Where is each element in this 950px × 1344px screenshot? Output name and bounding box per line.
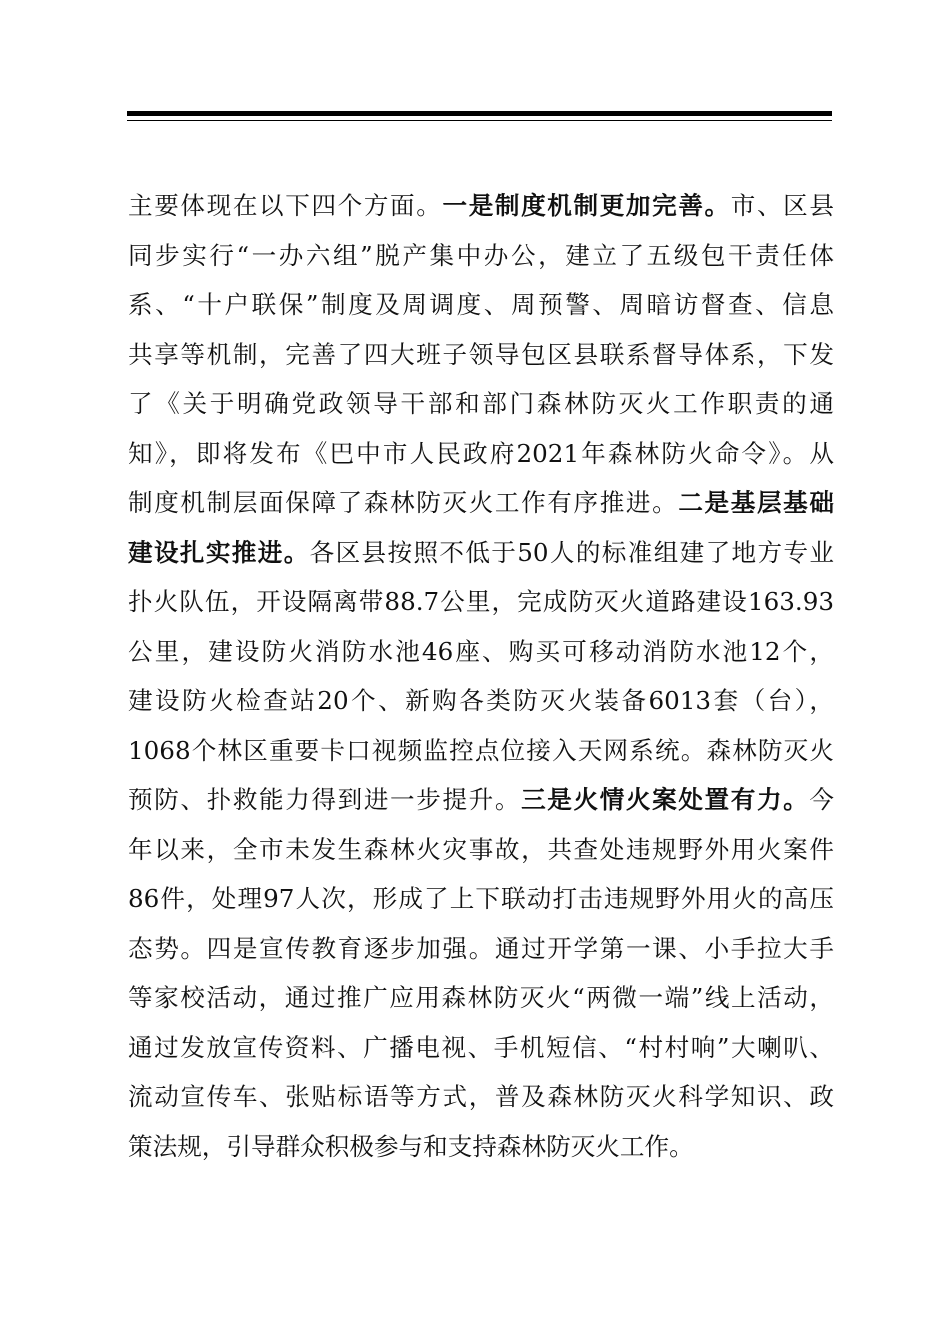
text-segment: 制度机制层面保障了森林防灭火工作有序推进。 [128, 488, 679, 517]
text-line [128, 733, 834, 783]
text-segment: 系、“十户联保”制度及周调度、周预警、周暗访督查、信息 [128, 290, 834, 319]
text-line [128, 1030, 834, 1080]
text-segment: 86件，处理97人次，形成了上下联动打击违规野外用火的高压 [128, 884, 834, 913]
text-segment: 同步实行“一办六组”脱产集中办公，建立了五级包干责任体 [128, 240, 834, 270]
text-segment: 知》，即将发布《巴中市人民政府2021年森林防火命令》。从 [128, 438, 834, 468]
bold-heading-segment: 二是基层基础 [678, 488, 834, 517]
text-segment: 策法规，引导群众积极参与和支持森林防灭火工作。 [128, 1131, 694, 1161]
text-segment: 各区县按照不低于50人的标准组建了地方专业 [309, 537, 834, 567]
text-line [128, 287, 834, 337]
text-line [128, 238, 834, 288]
text-line [128, 436, 834, 486]
text-segment: 了《关于明确党政领导干部和部门森林防灭火工作职责的通 [128, 389, 834, 418]
text-segment: 预防、扑救能力得到进一步提升。 [128, 785, 522, 814]
body-paragraph [128, 188, 834, 1178]
text-segment: 态势。四是宣传教育逐步加强。通过开学第一课、小手拉大手 [128, 933, 834, 963]
header-rule-thick [127, 111, 832, 116]
text-line [128, 337, 834, 387]
text-line [128, 584, 834, 634]
text-line [128, 485, 834, 535]
text-line [128, 980, 834, 1030]
text-line [128, 634, 834, 684]
text-line [128, 782, 834, 832]
text-segment: 流动宣传车、张贴标语等方式，普及森林防灭火科学知识、政 [128, 1082, 834, 1111]
text-segment: 等家校活动，通过推广应用森林防灭火“两微一端”线上活动， [128, 983, 834, 1012]
text-line [128, 931, 834, 981]
text-segment: 年以来，全市未发生森林火灾事故，共查处违规野外用火案件 [128, 834, 834, 864]
text-segment: 1068个林区重要卡口视频监控点位接入天网系统。森林防灭火 [128, 735, 834, 765]
text-line [128, 1129, 834, 1179]
text-line [128, 832, 834, 882]
text-line [128, 1079, 834, 1129]
text-segment: 建设防火检查站20个、新购各类防灭火装备6013套（台）， [128, 686, 834, 715]
text-segment: 主要体现在以下四个方面。 [128, 191, 443, 220]
text-segment: 通过发放宣传资料、广播电视、手机短信、“村村响”大喇叭、 [128, 1032, 834, 1062]
text-segment: 市、区县 [730, 191, 834, 220]
text-segment: 今 [809, 785, 834, 814]
bold-heading-segment: 三是火情火案处置有力。 [521, 785, 810, 814]
text-segment: 公里，建设防火消防水池46座、购买可移动消防水池12个， [128, 636, 834, 666]
header-rule-thin [127, 120, 832, 121]
text-line [128, 386, 834, 436]
text-line [128, 683, 834, 733]
text-segment: 共享等机制，完善了四大班子领导包区县联系督导体系，下发 [128, 339, 834, 369]
text-line [128, 535, 834, 585]
text-segment: 扑火队伍，开设隔离带88.7公里，完成防灭火道路建设163.93 [128, 587, 834, 616]
bold-heading-segment: 建设扎实推进。 [128, 537, 310, 567]
text-line [128, 881, 834, 931]
text-line [128, 188, 834, 238]
bold-heading-segment: 一是制度机制更加完善。 [442, 191, 731, 220]
